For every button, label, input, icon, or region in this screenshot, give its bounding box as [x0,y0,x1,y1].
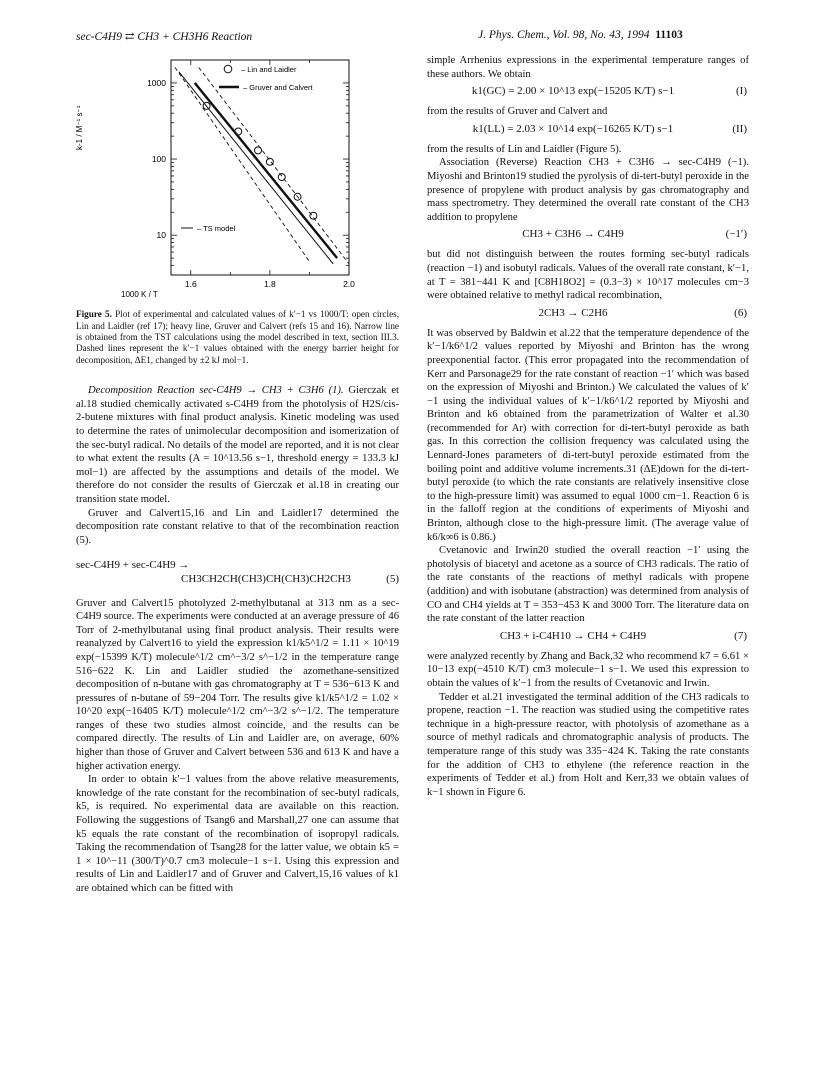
legend-marker [224,65,232,73]
equation-body: 2CH3 → C2H6 [538,306,608,319]
equation-number: (7) [734,629,747,642]
paragraph: Cvetanovic and Irwin20 studied the overall reaction −1′ using the photolysis of biacetyl and acetone as a source of CH3 radicals. The ratio of the rate constants of the reactions of methyl radicals with propene (addition) and with isobutane (abstraction) was determined from analysis of CO and CH4 yields at T = 353−453 K and 3000 Torr. The literature data on the rate constant of the latter reaction [427,545,749,625]
paragraph: In order to obtain k′−1 values from the above relative measurements, knowledge of the rate constant for the recombination of sec-butyl radicals, k5, is required. No experimental data are available on this reaction. Following the suggestions of Tsang6 and Marshall,27 one can assume that k5 equals the rate constant of the recombination of isopropyl radicals. Taking the recommendation of Tsang28 for the latter value, we obtain k5 = 1 × 10^−11 (300/T)^0.7 cm3 molecule−1 s−1. Using this expression and results of Lin and Laidler17 and of Gruver and Calvert,15,16 values of k1 are obtained which can be fitted with [76,774,399,894]
figure-caption [76,309,399,366]
series-line [175,67,309,261]
paragraph: Tedder et al.21 investigated the terminal addition of the CH3 radicals to propene, reaction −1. The reaction was studied using the competitive rates technique in a high-pressure reactor, with photolysis of azomethane as a source of methyl radicals and chromatographic analysis of products. The temperature range of this study was 335−424 K. Taking the rate constants for the addition of CH3 to ethylene (the reference reaction in the experiments of Tedder et al.) from Holt and Kerr,33 we obtain values of k−1 shown in Figure 6. [427,691,749,798]
equation-number: (II) [732,122,747,135]
page-number: 11103 [655,29,683,41]
x-tick-label: 1.6 [184,279,197,289]
paragraph-text: Gierczak et al.18 studied chemically activated s-C4H9 from the photolysis of H2S/cis-2-butene mixtures with final product analysis. Kinetic modeling was used to determine the rates of unimolecular decomposition and isomerization of the sec-butyl radical. No details of the model are reported, and it is not clear to what extent the results (A = 10^13.56 s−1, threshold energy = 133.3 kJ mol−1) are affected by the assumptions and details of the model. We therefore do not consider the results of Gierczak et al.18 in creating our transition state model. [76,385,399,505]
legend-label: – Gruver and Calvert [243,83,313,92]
legend-label: – Lin and Laidler [241,65,297,74]
left-column [76,300,399,896]
equation-7 [427,626,749,650]
y-axis-label: k-1 / M⁻¹ s⁻¹ [75,105,84,150]
data-point [310,212,317,219]
equation-number: (−1′) [725,228,747,241]
paragraph: from the results of Lin and Laidler (Figure 5). [427,143,622,155]
paragraph: Association (Reverse) Reaction CH3 + C3H6 → sec-C4H9 (−1). Miyoshi and Brinton19 studied the pyrolysis of di-tert-butyl peroxide in the presence of propylene with product analysis by gas chromatography and mass spectrometry. They determined the overall rate constant of the CH3 addition to propylene [427,157,749,223]
equation-body: CH3 + i-C4H10 → CH4 + C4H9 [499,629,647,642]
running-head-journal [478,29,683,41]
caption-text: Plot of experimental and calculated values of k′−1 vs 1000/T: open circles, Lin and Laidler (ref 17); heavy line, Gruver and Calvert (refs 15 and 16). Narrow line is obtained from the TST calculations using the model described in text, section III.3. Dashed lines represent the k′−1 values obtained with the energy barrier height for decomposition, ΔE1, changed by ±2 kJ mol−1. [76,309,400,365]
running-head-title: sec-C4H9 ⇄ CH3 + CH3H6 Reaction [76,31,253,43]
equation-5 [76,559,399,586]
y-tick-label: 100 [151,154,166,165]
equation-6 [427,303,749,327]
x-tick-label: 2.0 [343,279,355,289]
equation-m1 [427,224,749,248]
right-column [427,54,749,799]
equation-number: (5) [386,572,399,585]
plot-frame [171,60,349,275]
x-tick-label: 1.8 [263,279,276,289]
y-tick-label: 10 [156,230,166,241]
caption-label: Figure 5. [76,309,112,320]
figure-5 [76,50,399,300]
legend-label: – TS model [197,224,236,233]
y-tick-label: 1000 [147,77,166,88]
paragraph: It was observed by Baldwin et al.22 that the temperature dependence of the k′−1/k6^1/2 values reported by Miyoshi and Brinton has the wrong preexponential factor. (This error propagated into the recommendation of Kerr and Parsonage29 for the rate constant of reaction −1′ which was based on the expression of Miyoshi and Brinton.) We calculated the values of k′−1 using the individual values of k′−1/k6^1/2 reported by Miyoshi and Brinton and k6 obtained from the parametrization of Walter et al.30 (recommended for Ar) with correction for di-tert-butyl peroxide as bath gas. In this correction the collision frequency was calculated using the Lennard-Jones parameters of di-tert-butyl peroxide estimated from the boiling point and additive volume increments.31 (ΔE)down for the di-tert-butyl peroxide (to which the rate constants are relatively insensitive close to the high-pressure limit) was assumed to equal 1000 cm−1. Reaction 6 is in the falloff region at the conditions of experiments of Miyoshi and Brinton, although close to the high-pressure limit. (The average value of k6/k∞6 is 0.86.) [427,327,749,543]
equation-body: k1(LL) = 2.03 × 10^14 exp(−16265 K/T) s−1 [472,122,674,135]
paragraph: from the results of Gruver and Calvert and [427,106,608,118]
paragraph: Gruver and Calvert15,16 and Lin and Laidler17 determined the decomposition rate constant relative to that of the recombination reaction (5). [76,507,399,546]
paragraph [76,384,399,506]
paragraph: but did not distinguish between the routes forming sec-butyl radicals (reaction −1) and isobutyl radicals. Values of the overall rate constant, k′−1, at T = 381−441 K and [C8H18O2] = (0.3−3) × 10^17 molecules cm−3 were obtained relative to methyl radical recombination, [427,249,749,302]
equation-number: (6) [734,306,747,319]
paragraph: Gruver and Calvert15 photolyzed 2-methylbutanal at 313 nm as a sec-C4H9 source. The experiments were conducted at an average pressure of 46 Torr of 2-methylbutanal using final product analysis. Their results were reanalyzed by Calvert16 to yield the expression k1/k5^1/2 = 1.11 × 10^19 exp(−15399 K/T) molecule^1/2 cm^−3/2 s^−1/2 in the temperature range 516−622 K. Lin and Laidler studied the azomethane-sensitized decomposition of n-butane with gas chromatography at T = 536−613 K and pressures of n-butane of 59−204 Torr. The results give k1/k5^1/2 = 1.02 × 10^20 exp(−16405 K/T) molecule^1/2 cm^−3/2 s^−1/2. The temperature ranges of these two studies almost coincide, and the results can be compared directly. The results of Lin and Laidler are, on average, 60% higher than those of Gruver and Calvert between 536 and 613 K and have a higher activation energy. [76,597,399,772]
series-line [179,72,333,264]
section-heading: Decomposition Reaction sec-C4H9 → CH3 + C3H6 (1). [88,385,344,397]
figure-5-plot [76,50,399,300]
equation-5-line1: sec-C4H9 + sec-C4H9 → [76,559,190,572]
paragraph: simple Arrhenius expressions in the experimental temperature ranges of these authors. We obtain [427,55,749,80]
journal-citation: J. Phys. Chem., Vol. 98, No. 43, 1994 [478,29,650,41]
equation-II [427,119,749,143]
equation-5-product: CH3CH2CH(CH3)CH(CH3)CH2CH3 [181,572,351,585]
equation-number: (I) [736,85,747,98]
equation-body: CH3 + C3H6 → C4H9 [522,228,624,241]
series-line [199,67,349,263]
paragraph: were analyzed recently by Zhang and Back,32 who recommend k7 = 6.61 × 10−13 exp(−4510 K/T) cm3 molecule−1 s−1. We used this expression to obtain the values of k′−1 from the results of Cvetanovic and Irwin. [427,650,749,689]
equation-body: k1(GC) = 2.00 × 10^13 exp(−15205 K/T) s−1 [471,85,675,98]
x-axis-label: 1000 K / T [121,290,158,299]
equation-I [427,81,749,105]
